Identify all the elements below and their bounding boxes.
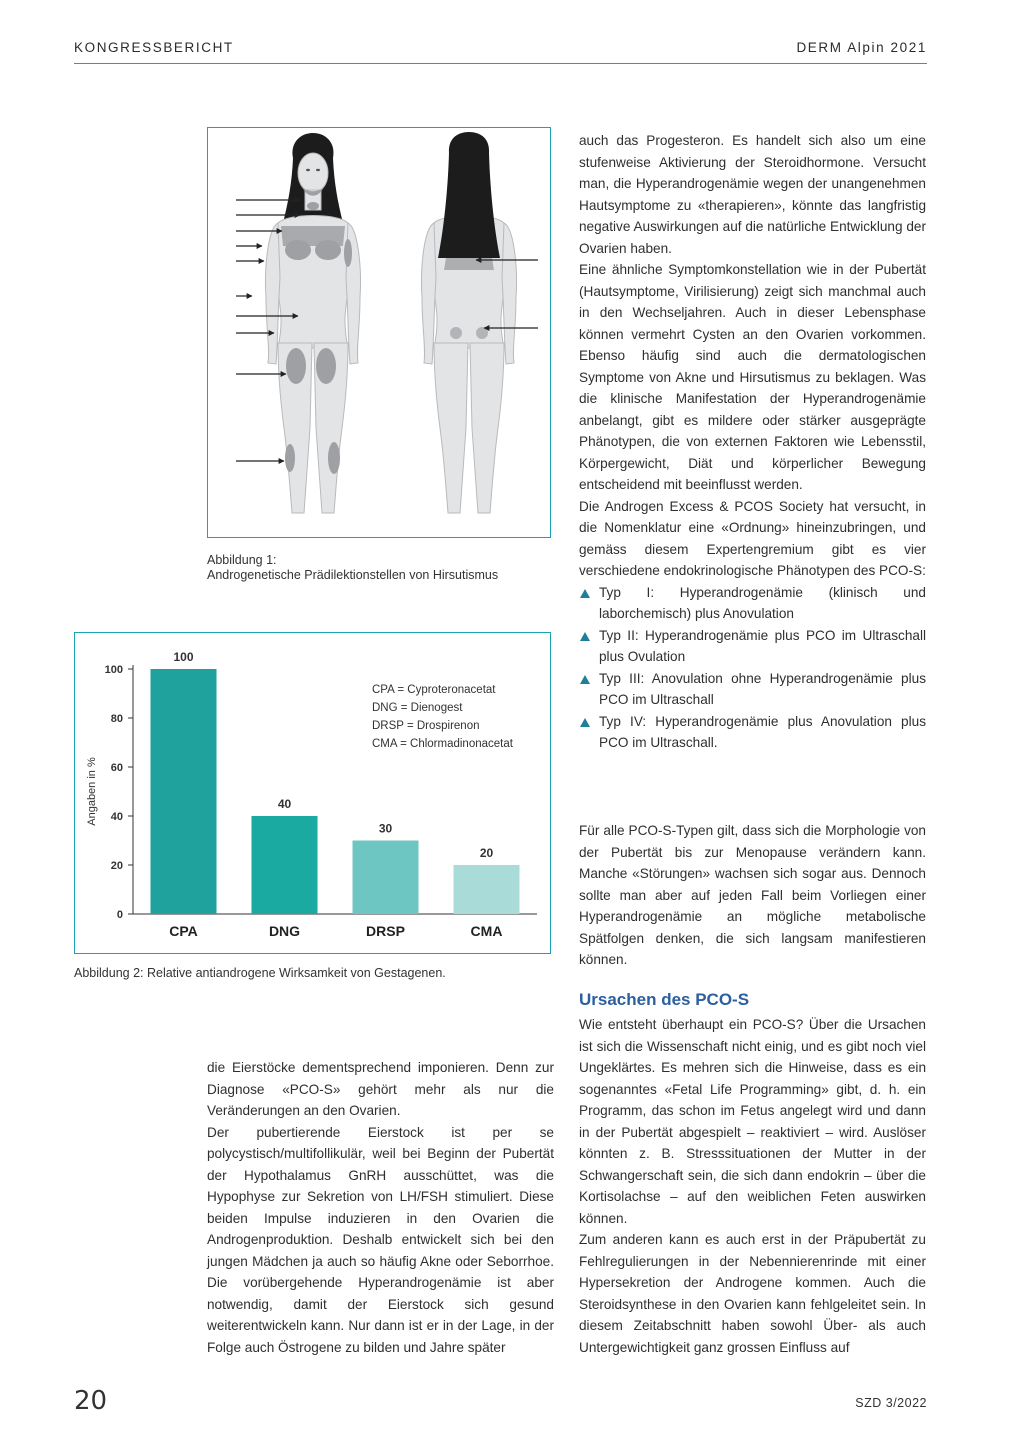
y-tick-label: 0 — [116, 909, 123, 921]
triangle-bullet-icon — [580, 589, 590, 598]
right-column-middle — [579, 820, 926, 971]
bar-value-label: 30 — [378, 821, 393, 836]
list-item-text: Typ III: Anovulation ohne Hyperandrogenämie plus PCO im Ultraschall — [599, 670, 926, 707]
x-category-label: DNG — [268, 923, 301, 939]
hirsutism-body-illustration — [208, 128, 550, 537]
paragraph: Die Androgen Excess & PCOS Society hat versucht, in die Nomenklatur eine «Ordnung» hineinzubringen, und gemäss diesem Expertengremium gibt es vier verschiedene endokrinologische Phänotypen des PCO-S: — [579, 498, 926, 578]
paragraph: Zum anderen kann es auch erst in der Präpubertät zu Fehlregulierungen in der Nebennierenrinde mit einer Hypersekretion der Androgene kommen. Auch die Steroidsynthese in den Ovarien kann fehlgeleitet sein. In diesem Zeitabschnitt haben sowohl Über- als auch Untergewichtigkeit ganz grossen Einfluss auf — [579, 1232, 926, 1355]
list-item-text: Typ II: Hyperandrogenämie plus PCO im Ultraschall plus Ovulation — [599, 627, 926, 664]
legend-entry: CPA = Cyproteronacetat — [372, 684, 496, 696]
left-column-bottom — [207, 1057, 554, 1358]
y-tick-label: 40 — [110, 811, 123, 823]
y-tick-label: 80 — [110, 713, 123, 725]
list-item-text: Typ I: Hyperandrogenämie (klinisch und laborchemisch) plus Anovulation — [599, 584, 926, 621]
page-number: 20 — [74, 1386, 108, 1416]
triangle-bullet-icon — [580, 675, 590, 684]
bar-cma — [454, 865, 520, 914]
figure-2-caption: Abbildung 2: Relative antiandrogene Wirksamkeit von Gestagenen. — [74, 966, 446, 980]
y-tick-label: 100 — [104, 664, 123, 676]
header-rule — [74, 63, 927, 64]
figure-1-frame — [207, 127, 551, 538]
bar-cpa — [151, 669, 217, 914]
figure-1-caption — [207, 553, 498, 583]
legend-entry: CMA = Chlormadinonacetat — [372, 738, 513, 750]
list-item — [579, 625, 926, 668]
right-column-top — [579, 130, 926, 754]
running-header-section: KONGRESSBERICHT — [74, 40, 234, 55]
paragraph: Für alle PCO-S-Typen gilt, dass sich die Morphologie von der Pubertät bis zur Menopause verändern kann. Manche «Störungen» wachsen sich sogar aus. Dennoch sollte man aber auf jeden Fall beim Vorliegen einer Hyperandrogenämie an mögliche metabolische Spätfolgen denken, die sich langsam manifestieren können. — [579, 823, 926, 967]
right-column-bottom — [579, 1014, 926, 1358]
paragraph: Der pubertierende Eierstock ist per se polycystisch/multifollikulär, weil bei Beginn der Pubertät der Hypothalamus GnRH ausschüttet, was die Hypophyse zur Sekretion von LH/FSH stimuliert. Diese beiden Impulse induzieren in den Ovarien die Androgenproduktion. Deshalb entwickelt sich bei den jungen Mädchen ja auch so häufig Akne oder Seborrhoe. Die vorübergehende Hyperandrogenämie ist aber notwendig, damit der Eierstock sich gesund weiterentwickeln kann. Nur dann ist er in der Lage, in der Folge auch Östrogene zu bilden und Jahre später — [207, 1124, 554, 1355]
list-item — [579, 582, 926, 625]
legend-entry: DRSP = Drospirenon — [372, 720, 480, 732]
bar-drsp — [353, 841, 419, 915]
x-category-label: CMA — [470, 923, 503, 939]
y-tick-label: 60 — [110, 762, 123, 774]
phenotype-list — [579, 582, 926, 754]
paragraph: die Eierstöcke dementsprechend imponieren. Denn zur Diagnose «PCO-S» gehört mehr als nur die Veränderungen an den Ovarien. — [207, 1060, 554, 1118]
list-item — [579, 711, 926, 754]
front-figure — [266, 133, 361, 513]
figure-1-caption-text: Androgenetische Prädilektionstellen von Hirsutismus — [207, 568, 499, 582]
paragraph: auch das Progesteron. Es handelt sich also um eine stufenweise Aktivierung der Steroidhormone. Versucht man, die Hyperandrogenämie wegen der unangenehmen Hautsymptome zu «therapieren», könnte das langfristig negative Auswirkungen auf die natürliche Entwicklung der Ovarien haben. — [579, 133, 926, 256]
legend-entry: DNG = Dienogest — [372, 702, 463, 714]
x-category-label: CPA — [169, 923, 198, 939]
bar-dng — [252, 816, 318, 914]
y-axis-label: Angaben in % — [86, 757, 98, 826]
y-tick-label: 20 — [110, 860, 123, 872]
bar-value-label: 20 — [479, 846, 494, 860]
bar-value-label: 40 — [277, 797, 292, 811]
figure-2-frame — [74, 632, 551, 954]
paragraph: Eine ähnliche Symptomkonstellation wie in der Pubertät (Hautsymptome, Virilisierung) zeigt sich manchmal auch in den Wechseljahren. Auch in dieser Lebensphase können vermehrt Cysten an den Ovarien vorkommen. Ebenso häufig sind auch die dermatologischen Symptome von Akne und Hirsutismus zu beklagen. Was die klinische Manifestation der Hyperandrogenämie anbelangt, gibt es mildere oder stärker ausgeprägte Phänotypen, die von externen Faktoren wie Lebensstil, Körpergewicht, Diät und körperlicher Bewegung entscheidend mit beeinflusst werden. — [579, 262, 926, 492]
bar-value-label: 100 — [173, 650, 194, 664]
back-hair — [438, 132, 500, 258]
list-item — [579, 668, 926, 711]
triangle-bullet-icon — [580, 632, 590, 641]
triangle-bullet-icon — [580, 718, 590, 727]
list-item-text: Typ IV: Hyperandrogenämie plus Anovulation plus PCO im Ultraschall. — [599, 713, 926, 750]
x-category-label: DRSP — [366, 923, 405, 939]
paragraph: Wie entsteht überhaupt ein PCO-S? Über die Ursachen ist sich die Wissenschaft nicht einig, und es gibt noch viel Ungeklärtes. Es mehren sich die Hinweise, dass es ein sogenanntes «Fetal Life Programming» gibt, d. h. ein Programm, das schon im Fetus angelegt wird und dann in der Pubertät abgespielt – reaktiviert – wird. Auslöser könnten z. B. Stresssituationen der Mutter in der Schwangerschaft sein, die sich dann endokrin – über die Kortisolachse – auf den weiblichen Feten auswirken können. — [579, 1017, 926, 1226]
antiandrogen-bar-chart — [75, 633, 550, 953]
section-heading: Ursachen des PCO-S — [579, 990, 750, 1009]
figure-1-caption-label: Abbildung 1: — [207, 553, 277, 567]
running-header-event: DERM Alpin 2021 — [796, 40, 927, 55]
issue-label: SZD 3/2022 — [855, 1396, 927, 1410]
